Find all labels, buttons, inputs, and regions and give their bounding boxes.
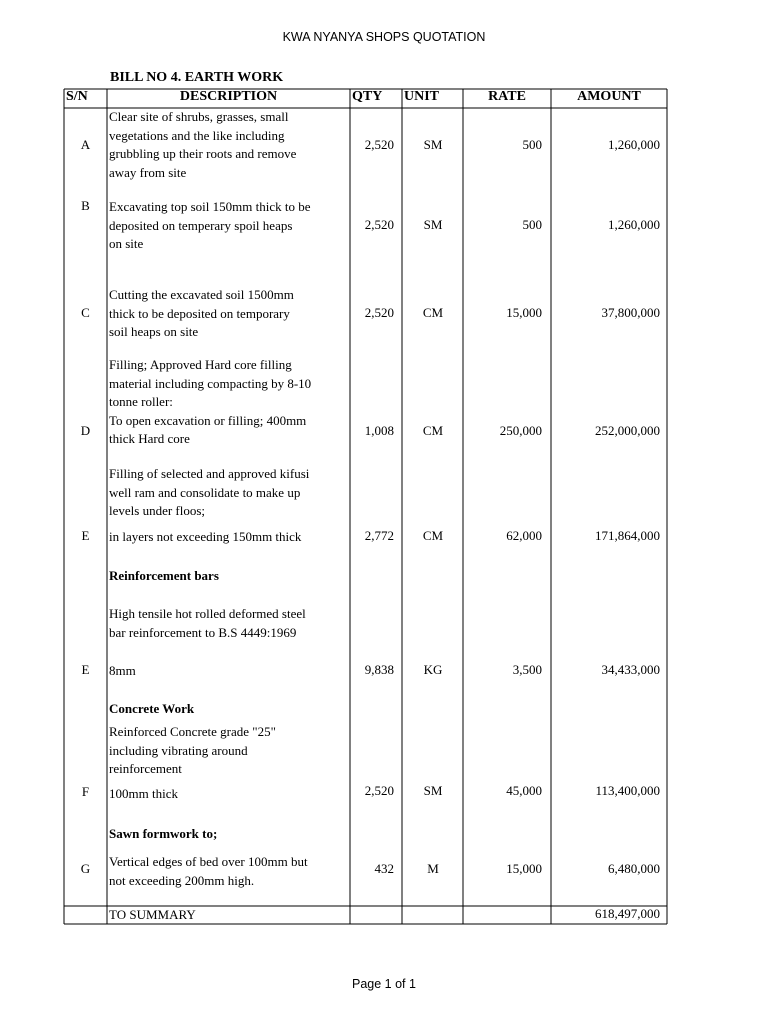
description-line: thick to be deposited on temporary: [109, 305, 290, 321]
row-qty: 2,520: [364, 783, 394, 798]
row-rate: 15,000: [506, 861, 542, 876]
row-rate: 250,000: [499, 423, 542, 438]
description-line: levels under floos;: [109, 503, 206, 518]
description-line: well ram and consolidate to make up: [109, 484, 301, 500]
description-line: soil heaps on site: [109, 324, 199, 339]
row-qty: 432: [374, 861, 394, 876]
column-header-unit: UNIT: [404, 89, 440, 104]
row-unit: SM: [423, 217, 443, 232]
row-rate: 62,000: [506, 528, 542, 543]
description-line: Clear site of shrubs, grasses, small: [109, 109, 289, 124]
table-row-a-description: [109, 108, 349, 182]
table-row-b-description: [109, 198, 349, 254]
row-qty: 2,520: [364, 217, 394, 232]
row-qty: 1,008: [364, 423, 394, 438]
description-line: High tensile hot rolled deformed steel: [109, 606, 306, 621]
description-line: Filling; Approved Hard core filling: [109, 357, 292, 372]
description-line: material including compacting by 8-10: [109, 375, 312, 391]
document-header: KWA NYANYA SHOPS QUOTATION: [282, 30, 486, 44]
column-header-amount: AMOUNT: [577, 89, 641, 104]
description-line: Excavating top soil 150mm thick to be: [109, 199, 311, 214]
bill-title: BILL NO 4. EARTH WORK: [110, 70, 284, 85]
description-line: not exceeding 200mm high.: [109, 872, 255, 888]
section-heading-formwork: Sawn formwork to;: [109, 826, 218, 841]
description-line: deposited on temperary spoil heaps: [109, 217, 293, 233]
row-amount: 252,000,000: [595, 423, 660, 438]
row-unit: SM: [423, 783, 443, 798]
row-sn: F: [81, 784, 90, 799]
row-rate: 15,000: [506, 305, 542, 320]
row-amount: 37,800,000: [601, 305, 660, 320]
description-line: Vertical edges of bed over 100mm but: [109, 854, 308, 869]
row-unit: KG: [423, 662, 443, 677]
row-amount: 1,260,000: [608, 137, 660, 152]
description-line: including vibrating around: [109, 742, 248, 758]
description-line: away from site: [109, 164, 187, 180]
section-heading-reinforcement: Reinforcement bars: [109, 568, 219, 583]
column-header-rate: RATE: [488, 89, 526, 104]
table-row-g-description: [109, 853, 349, 890]
row-rate: 500: [522, 217, 542, 232]
row-qty: 9,838: [364, 662, 394, 677]
column-header-qty: QTY: [352, 89, 383, 104]
description-line: Cutting the excavated soil 1500mm: [109, 287, 294, 302]
description-line: grubbling up their roots and remove: [109, 146, 297, 161]
description-line: 100mm thick: [109, 786, 178, 801]
table-row-reinforcement-intro: [109, 605, 349, 642]
row-sn: C: [81, 305, 90, 320]
row-amount: 113,400,000: [595, 783, 660, 798]
row-sn: D: [80, 423, 91, 438]
row-sn: A: [80, 137, 91, 152]
row-rate: 500: [522, 137, 542, 152]
summary-label: TO SUMMARY: [109, 907, 196, 922]
table-row-c-description: [109, 286, 349, 342]
description-line: Filling of selected and approved kifusi: [109, 466, 310, 481]
row-qty: 2,520: [364, 137, 394, 152]
description-line: vegetations and the like including: [109, 127, 285, 143]
row-unit: CM: [422, 305, 444, 320]
page-number: Page 1 of 1: [352, 977, 416, 991]
row-amount: 171,864,000: [595, 528, 660, 543]
description-line: bar reinforcement to B.S 4449:1969: [109, 624, 297, 640]
description-line: thick Hard core: [109, 431, 190, 446]
table-row-d-description: [109, 356, 349, 449]
row-rate: 3,500: [512, 662, 542, 677]
row-amount: 34,433,000: [601, 662, 660, 677]
row-amount: 6,480,000: [608, 861, 660, 876]
table-row-f-intro: [109, 723, 349, 779]
row-qty: 2,772: [364, 528, 394, 543]
table-row-e-intro: [109, 465, 349, 521]
row-sn: E: [81, 662, 90, 677]
description-line: Reinforced Concrete grade "25": [109, 724, 276, 739]
column-header-sn: S/N: [66, 89, 88, 104]
description-line: tonne roller:: [109, 394, 173, 409]
description-line: on site: [109, 236, 144, 251]
column-header-description: DESCRIPTION: [179, 89, 278, 104]
row-unit: M: [427, 861, 439, 876]
row-unit: CM: [422, 528, 444, 543]
description-line: 8mm: [109, 663, 136, 678]
row-sn: G: [80, 861, 91, 876]
description-line: To open excavation or filling; 400mm: [109, 412, 307, 428]
description-line: in layers not exceeding 150mm thick: [109, 529, 302, 544]
row-sn: E: [81, 528, 90, 543]
row-unit: SM: [423, 137, 443, 152]
row-amount: 1,260,000: [608, 217, 660, 232]
summary-amount: 618,497,000: [595, 906, 660, 921]
row-sn: B: [81, 198, 90, 213]
row-unit: CM: [422, 423, 444, 438]
description-line: reinforcement: [109, 761, 182, 776]
row-qty: 2,520: [364, 305, 394, 320]
section-heading-concrete: Concrete Work: [109, 701, 195, 716]
row-rate: 45,000: [506, 783, 542, 798]
